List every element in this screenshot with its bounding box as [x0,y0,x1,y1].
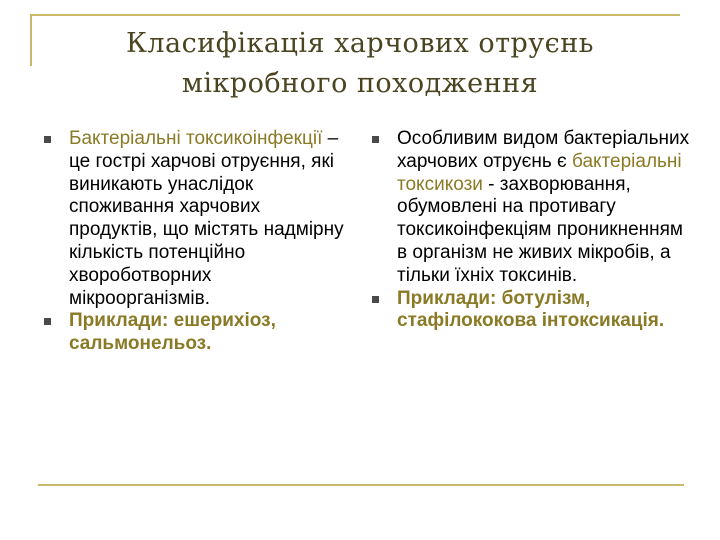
bullet-icon [44,136,51,143]
left-column [44,128,344,356]
definition-text: - захворювання, обумовлені на противагу токсикоінфекціям проникненням в організм не живих мікробів, а тільки їхніх токсинів. [397,173,683,286]
bullet-icon [372,296,379,303]
examples-text: Приклади: ботулізм, стафілококова інтоксикація. [397,287,665,332]
title-line-1: Класифікація харчових отруєнь [125,28,594,59]
slide-title [60,24,660,104]
bottom-rule [38,484,684,486]
right-column [372,128,692,333]
right-item-definition [372,128,692,288]
bullet-icon [372,136,379,143]
left-item-definition [44,128,344,310]
right-item-examples [372,288,692,334]
left-rule [30,14,32,66]
intro-text: Особливим видом бактеріальних харчових отруєнь є [397,128,690,172]
term-toxicoinfections: Бактеріальні токсикоінфекції [69,128,323,149]
left-item-examples [44,310,344,356]
title-line-2: мікробного походження [181,68,539,99]
examples-text: Приклади: ешерихіоз, сальмонельоз. [69,310,276,355]
definition-text: – це гострі харчові отруєння, які виникають унаслідок споживання харчових продуктів, що містять надмірну кількість потенційно хвороботворних мікроорганізмів. [69,128,344,309]
top-rule [30,14,680,16]
term-toxicoses: бактеріальні токсикози [397,150,682,195]
bullet-icon [44,318,51,325]
